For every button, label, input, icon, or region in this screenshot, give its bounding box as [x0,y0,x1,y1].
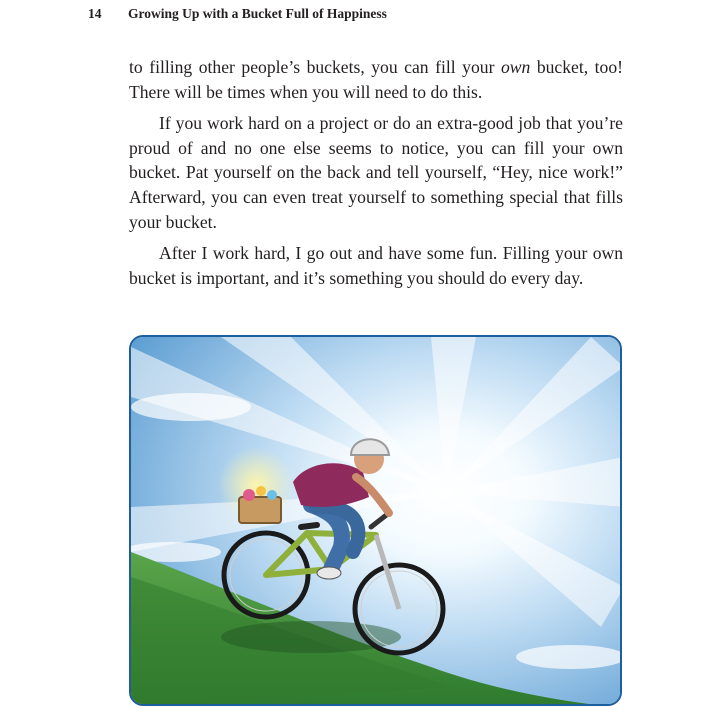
page-number: 14 [88,6,102,21]
paragraph-1-end: bucket, too! There will be times when you will need to do this. [129,57,623,102]
bicycle-illustration [131,337,622,706]
body-text [129,55,623,297]
paragraph-1-emphasis: own [500,57,531,77]
paragraph-2: If you work hard on a project or do an extra-good job that you’re proud of and no one else seems to notice, you can fill your own bucket. Pat yourself on the back and tell yourself, “Hey, nice work!” Afterward, you can even treat yourself to something special that fills your bucket. [129,113,623,232]
paragraph-3: After I work hard, I go out and have some fun. Filling your own bucket is important, and it’s something you should do every day. [129,243,623,288]
running-head [88,6,682,22]
paragraph-1 [129,55,623,104]
book-title: Growing Up with a Bucket Full of Happiness [128,6,387,21]
illustration [129,335,622,706]
paragraph-1-start: to filling other people’s buckets, you can fill your [129,57,501,77]
